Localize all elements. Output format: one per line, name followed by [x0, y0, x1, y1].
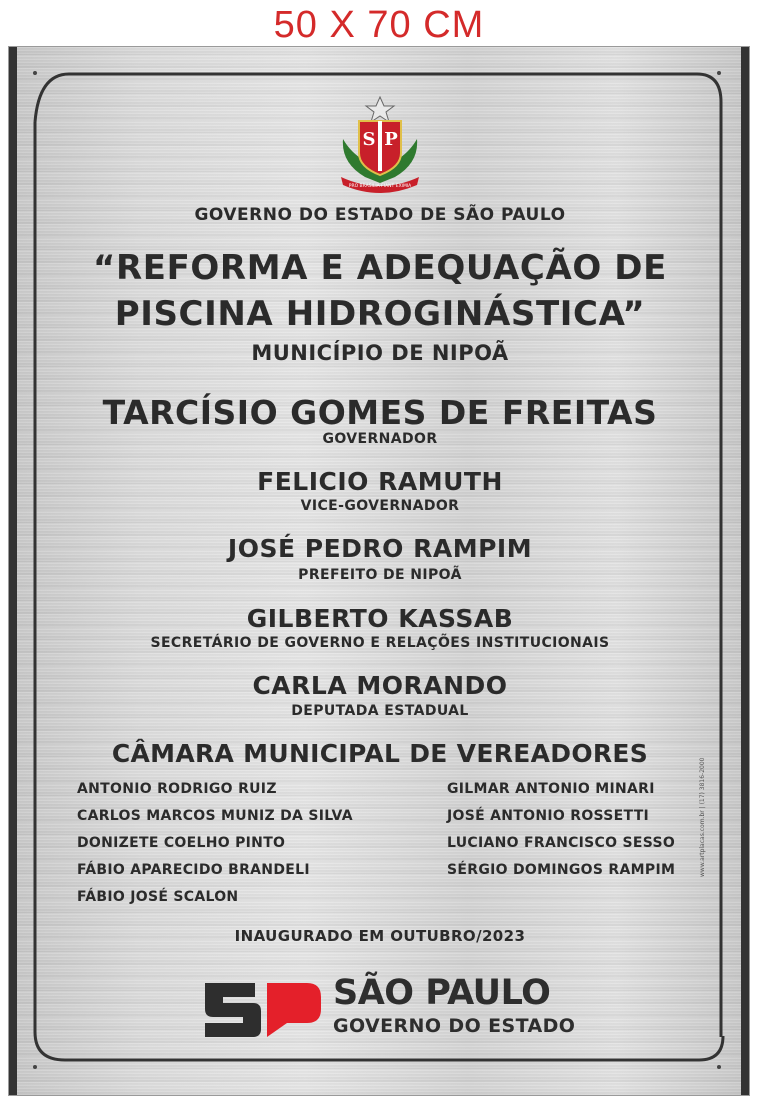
logo-state-name: SÃO PAULO	[333, 973, 551, 1013]
project-title-line-1: “REFORMA E ADEQUAÇÃO DE	[93, 248, 667, 288]
official-name-secretary: GILBERTO KASSAB	[246, 604, 514, 633]
council-member-left-3: DONIZETE COELHO PINTO	[77, 835, 286, 851]
official-role-mayor: PREFEITO DE NIPOÃ	[298, 567, 462, 583]
plaque	[8, 46, 750, 1096]
official-name-deputy: CARLA MORANDO	[252, 671, 508, 700]
council-member-left-5: FÁBIO JOSÉ SCALON	[77, 889, 239, 905]
svg-text:S: S	[362, 129, 376, 150]
council-member-right-3: LUCIANO FRANCISCO SESSO	[447, 835, 676, 851]
official-name-vice-governor: FELICIO RAMUTH	[257, 467, 503, 496]
corner-dot-tr	[717, 71, 721, 75]
official-role-governor: GOVERNADOR	[322, 431, 438, 447]
council-member-left-1: ANTONIO RODRIGO RUIZ	[77, 781, 277, 797]
svg-text:PRO BRASILIA FIANT EXIMIA: PRO BRASILIA FIANT EXIMIA	[348, 184, 412, 189]
corner-dot-bl	[33, 1065, 37, 1069]
council-title: CÂMARA MUNICIPAL DE VEREADORES	[111, 739, 649, 768]
sp-logo-icon	[203, 979, 323, 1039]
council-member-right-2: JOSÉ ANTONIO ROSSETTI	[447, 808, 650, 824]
council-member-right-1: GILMAR ANTONIO MINARI	[447, 781, 655, 797]
official-name-mayor: JOSÉ PEDRO RAMPIM	[227, 534, 533, 563]
logo-government-label: GOVERNO DO ESTADO	[333, 1015, 576, 1037]
project-title-line-2: PISCINA HIDROGINÁSTICA”	[114, 294, 646, 334]
vendor-text: www.artplacas.com.br | (17) 3816-2000	[699, 757, 706, 877]
official-name-governor: TARCÍSIO GOMES DE FREITAS	[102, 393, 658, 432]
official-role-secretary: SECRETÁRIO DE GOVERNO E RELAÇÕES INSTITUCIONAIS	[150, 635, 610, 651]
official-role-deputy: DEPUTADA ESTADUAL	[291, 703, 469, 719]
corner-dot-tl	[33, 71, 37, 75]
corner-dot-br	[717, 1065, 721, 1069]
council-member-left-2: CARLOS MARCOS MUNIZ DA SILVA	[77, 808, 353, 824]
coat-of-arms-icon	[335, 95, 425, 195]
svg-text:P: P	[384, 129, 398, 150]
council-member-right-4: SÉRGIO DOMINGOS RAMPIM	[447, 862, 676, 878]
government-heading: GOVERNO DO ESTADO DE SÃO PAULO	[194, 205, 566, 225]
municipality: MUNICÍPIO DE NIPOÃ	[251, 341, 509, 365]
project-title	[9, 245, 751, 337]
council-member-left-4: FÁBIO APARECIDO BRANDELI	[77, 862, 310, 878]
official-role-vice-governor: VICE-GOVERNADOR	[300, 498, 460, 514]
size-label: 50 X 70 CM	[273, 4, 485, 46]
inauguration-date: INAUGURADO EM OUTUBRO/2023	[234, 927, 526, 945]
